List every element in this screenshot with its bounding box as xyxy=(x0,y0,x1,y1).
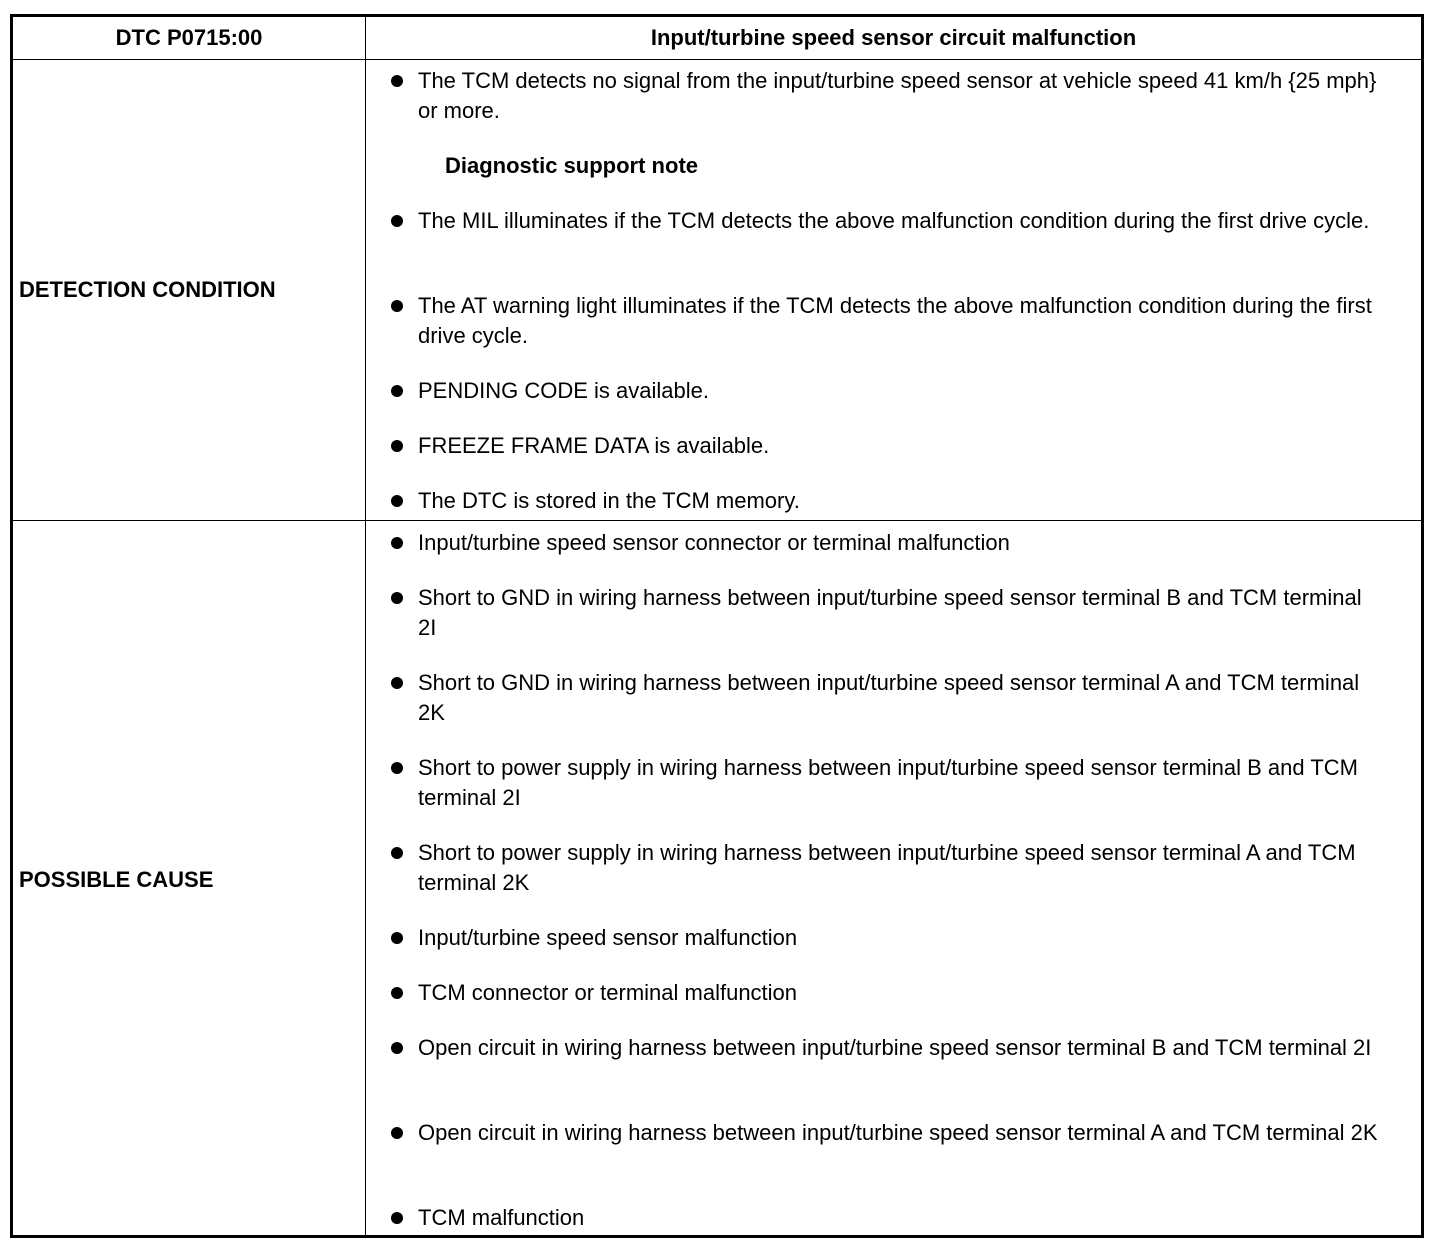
dtc-code: DTC P0715:00 xyxy=(115,25,263,50)
bullet-icon xyxy=(391,847,403,859)
dtc-table xyxy=(10,14,1424,1238)
detection-condition-label: DETECTION CONDITION xyxy=(19,277,276,302)
diagnostic-support-note-heading: Diagnostic support note xyxy=(445,153,698,178)
list-item: Open circuit in wiring harness between input/turbine speed sensor terminal B and TCM terminal 2I xyxy=(418,1033,1378,1063)
list-item: The MIL illuminates if the TCM detects the above malfunction condition during the first drive cycle. xyxy=(418,206,1378,236)
list-item: The TCM detects no signal from the input/turbine speed sensor at vehicle speed 41 km/h {25 mph} or more. xyxy=(418,66,1378,126)
list-item: The AT warning light illuminates if the TCM detects the above malfunction condition during the first drive cycle. xyxy=(418,291,1378,351)
list-item: PENDING CODE is available. xyxy=(418,376,1378,406)
bullet-icon xyxy=(391,440,403,452)
bullet-icon xyxy=(391,762,403,774)
bullet-icon xyxy=(391,1212,403,1224)
list-item: TCM malfunction xyxy=(418,1203,1378,1233)
list-item: TCM connector or terminal malfunction xyxy=(418,978,1378,1008)
bullet-icon xyxy=(391,1127,403,1139)
dtc-title: Input/turbine speed sensor circuit malfunction xyxy=(650,25,1137,50)
bullet-icon xyxy=(391,592,403,604)
bullet-icon xyxy=(391,495,403,507)
possible-cause-label: POSSIBLE CAUSE xyxy=(19,867,214,892)
bullet-icon xyxy=(391,1042,403,1054)
list-item: Short to power supply in wiring harness between input/turbine speed sensor terminal A and TCM terminal 2K xyxy=(418,838,1378,898)
bullet-icon xyxy=(391,385,403,397)
bullet-icon xyxy=(391,537,403,549)
possible-cause-content xyxy=(366,521,1421,1237)
bullet-icon xyxy=(391,300,403,312)
list-item: Short to power supply in wiring harness between input/turbine speed sensor terminal B and TCM terminal 2I xyxy=(418,753,1378,813)
bullet-icon xyxy=(391,215,403,227)
bullet-icon xyxy=(391,75,403,87)
list-item: Input/turbine speed sensor connector or terminal malfunction xyxy=(418,528,1378,558)
bullet-icon xyxy=(391,932,403,944)
list-item: Open circuit in wiring harness between input/turbine speed sensor terminal A and TCM terminal 2K xyxy=(418,1118,1378,1148)
list-item: Input/turbine speed sensor malfunction xyxy=(418,923,1378,953)
bullet-icon xyxy=(391,987,403,999)
list-item: Short to GND in wiring harness between input/turbine speed sensor terminal B and TCM terminal 2I xyxy=(418,583,1378,643)
list-item: Short to GND in wiring harness between input/turbine speed sensor terminal A and TCM terminal 2K xyxy=(418,668,1378,728)
bullet-icon xyxy=(391,677,403,689)
list-item: FREEZE FRAME DATA is available. xyxy=(418,431,1378,461)
detection-condition-content xyxy=(366,17,1421,520)
list-item: The DTC is stored in the TCM memory. xyxy=(418,486,1378,516)
